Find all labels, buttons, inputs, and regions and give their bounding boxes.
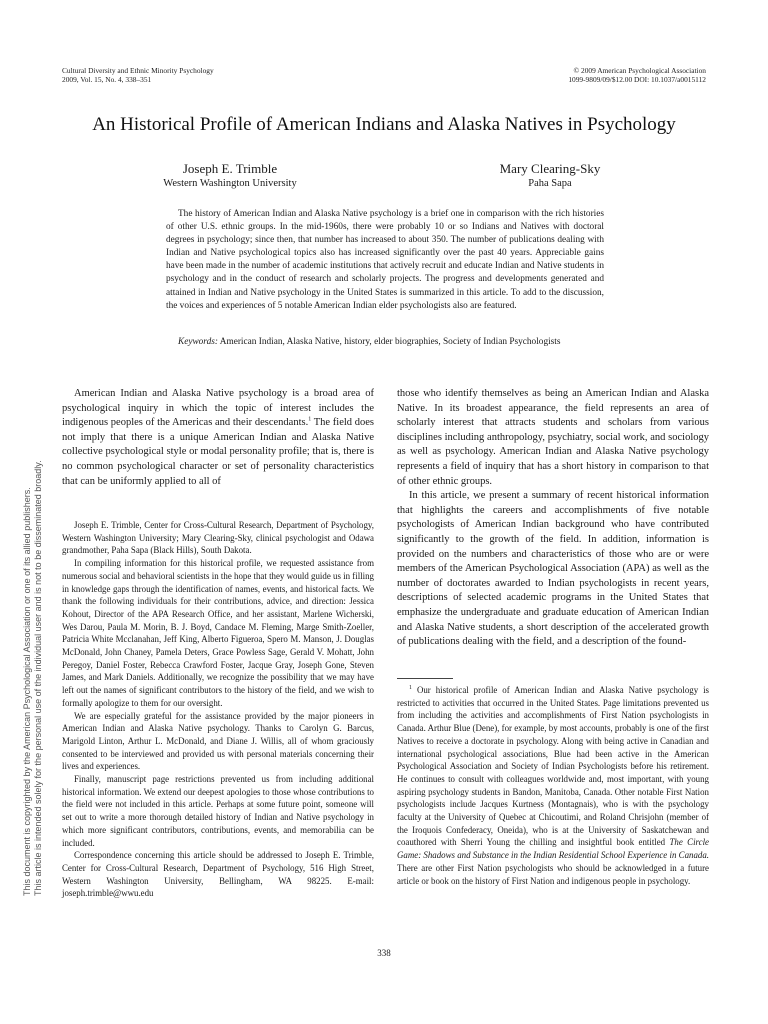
author-note-paragraph: In compiling information for this historical profile, we requested assistance from numerous social and behavioral scientists in the hope that they would guide us in filling in knowledge gaps through the identification of names, events, and historical facts. We thank the following individuals for their contributions, advice, and direction: Jessica Kohout, Director of the APA Research Office, and her assistant, Marlene Wicherski, Wes Darou, Paula M. Morin, B. J. Boyd, Candace M. Fleming, Marge Smith-Zoeller, Patricia White Mcclanahan, Jeff King, Alberto Figueroa, Spero M. Manson, J. Douglas McDonald, John Chaney, Pamela Deters, Grace Powless Sage, Gerald V. Mohatt, John Peregoy, Daniel Foster, Rebecca Crawford Foster, Jacque Gray, Joseph Gone, Steven James, and Mark Daniels. Additionally, we recognize the possibility that we may have left out the names of significant contributors to the history of the field, and we wish to formally apologize to them for our oversight. (62, 558, 374, 708)
copyright-header (568, 66, 706, 84)
keywords (178, 336, 608, 349)
keywords-label: Keywords: (178, 337, 218, 347)
journal-volume: 2009, Vol. 15, No. 4, 338–351 (62, 75, 152, 84)
page-number: 338 (377, 948, 391, 958)
side-notice-line: This article is intended solely for the personal use of the individual user and is not to be disseminated broadly. (33, 460, 43, 896)
journal-header (62, 66, 214, 84)
body-text: American Indian and Alaska Native psychology is a broad area of psychological inquiry in which the topic of interest includes the indigenous peoples of the Americas and their descendants. (62, 388, 374, 429)
body-right-column (397, 387, 709, 650)
footnote-divider (397, 678, 453, 679)
author-note-paragraph: Joseph E. Trimble, Center for Cross-Cultural Research, Department of Psychology, Western Washington University; Mary Clearing-Sky, clinical psychologist and Odawa grandmother, Paha Sapa (Black Hills), South Dakota. (62, 520, 374, 556)
body-left-column (62, 387, 374, 489)
side-notice-line: This document is copyrighted by the American Psychological Association or one of its allied publishers. (22, 487, 32, 896)
body-paragraph: those who identify themselves as being an American Indian and Alaska Native. In its broadest appearance, the field represents an area of scholarly interest that attracts students and scholars from various disciplines including anthropology, psychiatry, social work, and sociology as well as psychology. American Indian and Alaska Native psychology represents a field of inquiry that has a short history in comparison to that of other ethnic groups. (397, 388, 709, 487)
footnote-text: Our historical profile of American Indian and Alaska Native psychology is restricted to activities that occurred in the United States. Page limitations prevented us from including the activities and accomplishments of First Nation psychologists in Canada. Arthur Blue (Dene), for example, by most accounts, probably is one of the first Natives to receive a doctorate in psychology. Along with being active in Canadian and international psychological associations, Blue had been active in the American Psychological Association and Society of Indian Psychologists before his retirement. He continues to consult with colleagues worldwide and, most important, with young aspiring psychology students in Bandon, Manitoba, Canada. Other notable First Nation psychologists include Jacques Kurtness (Montagnais), who is with the psychology faculty at the University of Quebec at Chicoutimi, and Roland Chrisjohn (member of the Iroquois Confederacy, Oneida), who is at the University of Saskatchewan and coauthored with Sherri Young the chilling and insightful book entitled (397, 685, 709, 848)
footnote-marker: 1 (308, 416, 312, 423)
abstract-text: The history of American Indian and Alaska Native psychology is a brief one in comparison with the rich histories of other U.S. ethnic groups. In the mid-1960s, there were probably 10 or so Indians and Natives with doctoral degrees in psychology; since then, that number has increased to about 350. The number of publications dealing with Indian and Native psychological topics also has increased significantly over the past 40 years. Appreciable gains have been made in the number of academic institutions that actively recruit and educate Indian and Native students in psychology and in the conduct of research and scholarly projects. The progress and developments generated and attained in Indian and Native psychology in the United States is summarized in this article. To add to the discussion, the voices and experiences of 5 notable American Indian elder psychologists also are featured. (166, 209, 604, 311)
author-affiliation: Paha Sapa (528, 178, 572, 189)
book-title: The Circle Game: Shadows and Substance in the Indian Residential School Experience in Canada. (397, 837, 709, 861)
body-paragraph: In this article, we present a summary of recent historical information that highlights the careers and accomplishments of five notable psychologists of American Indian background who have contributed significantly to the growth of the field. In addition, information is provided on the numbers and characteristics of those who are or were members of the American Psychological Association (APA) as well as the number of doctorates awarded to Indian psychologists in recent years, descriptions of selected academic programs in the United States that emphasize the undergraduate and graduate education of American Indian and Alaska Native students, a short description of the accelerated growth of publications dealing with the field, and a description of the found- (397, 490, 709, 648)
author-note (62, 519, 374, 900)
author-note-paragraph: Finally, manuscript page restrictions prevented us from including additional historical information. We extend our deepest apologies to those whose contributions to the field were not included in this article. Perhaps at some future point, someone will set out to write a more thorough detailed history of Indian and Native psychology in which more significant contributors, contributions, events, and memorabilia can be included. (62, 774, 374, 848)
author-name: Joseph E. Trimble (182, 161, 278, 176)
footnote (397, 684, 709, 887)
abstract (166, 208, 604, 313)
copyright-line: © 2009 American Psychological Association (573, 66, 706, 75)
journal-name: Cultural Diversity and Ethnic Minority Psychology (62, 66, 214, 75)
body-text: The field does not imply that there is a unique American Indian and Alaska Native collective psychological style or modal personality profile; that is, there is no common psychological character or set of personality characteristics that can be uniformly applied to all of (62, 417, 375, 487)
doi-line: 1099-9809/09/$12.00 DOI: 10.1037/a0015112 (568, 75, 706, 84)
copyright-side-notice (22, 276, 44, 896)
author-note-paragraph: We are especially grateful for the assistance provided by the major pioneers in American Indian and Alaska Native psychology. Thanks to Carolyn G. Barcus, Marigold Linton, Arthur L. McDonald, and Diane J. Willis, all of whom graciously consented to be interviewed and provided us with personal materials concerning their lives and experiences. (62, 710, 374, 772)
keywords-text: American Indian, Alaska Native, history, elder biographies, Society of Indian Psychologists (219, 337, 561, 347)
author-affiliation: Western Washington University (163, 178, 297, 189)
footnote-text: There are other First Nation psychologists who should be acknowledged in a future article or book on the history of First Nation and indigenous people in psychology. (397, 862, 709, 886)
article-title: An Historical Profile of American Indians and Alaska Natives in Psychology (92, 114, 676, 135)
author-block-2 (452, 160, 648, 191)
author-block-1 (130, 160, 330, 191)
author-note-paragraph: Correspondence concerning this article should be addressed to Joseph E. Trimble, Center for Cross-Cultural Research, Department of Psychology, 516 High Street, Western Washington University, Bellingham, WA 98225. E-mail: joseph.trimble@wwu.edu (62, 850, 374, 899)
footnote-number: 1 (409, 685, 412, 692)
author-name: Mary Clearing-Sky (499, 161, 601, 176)
footnote-paragraph (397, 684, 709, 887)
body-paragraph (62, 387, 374, 489)
